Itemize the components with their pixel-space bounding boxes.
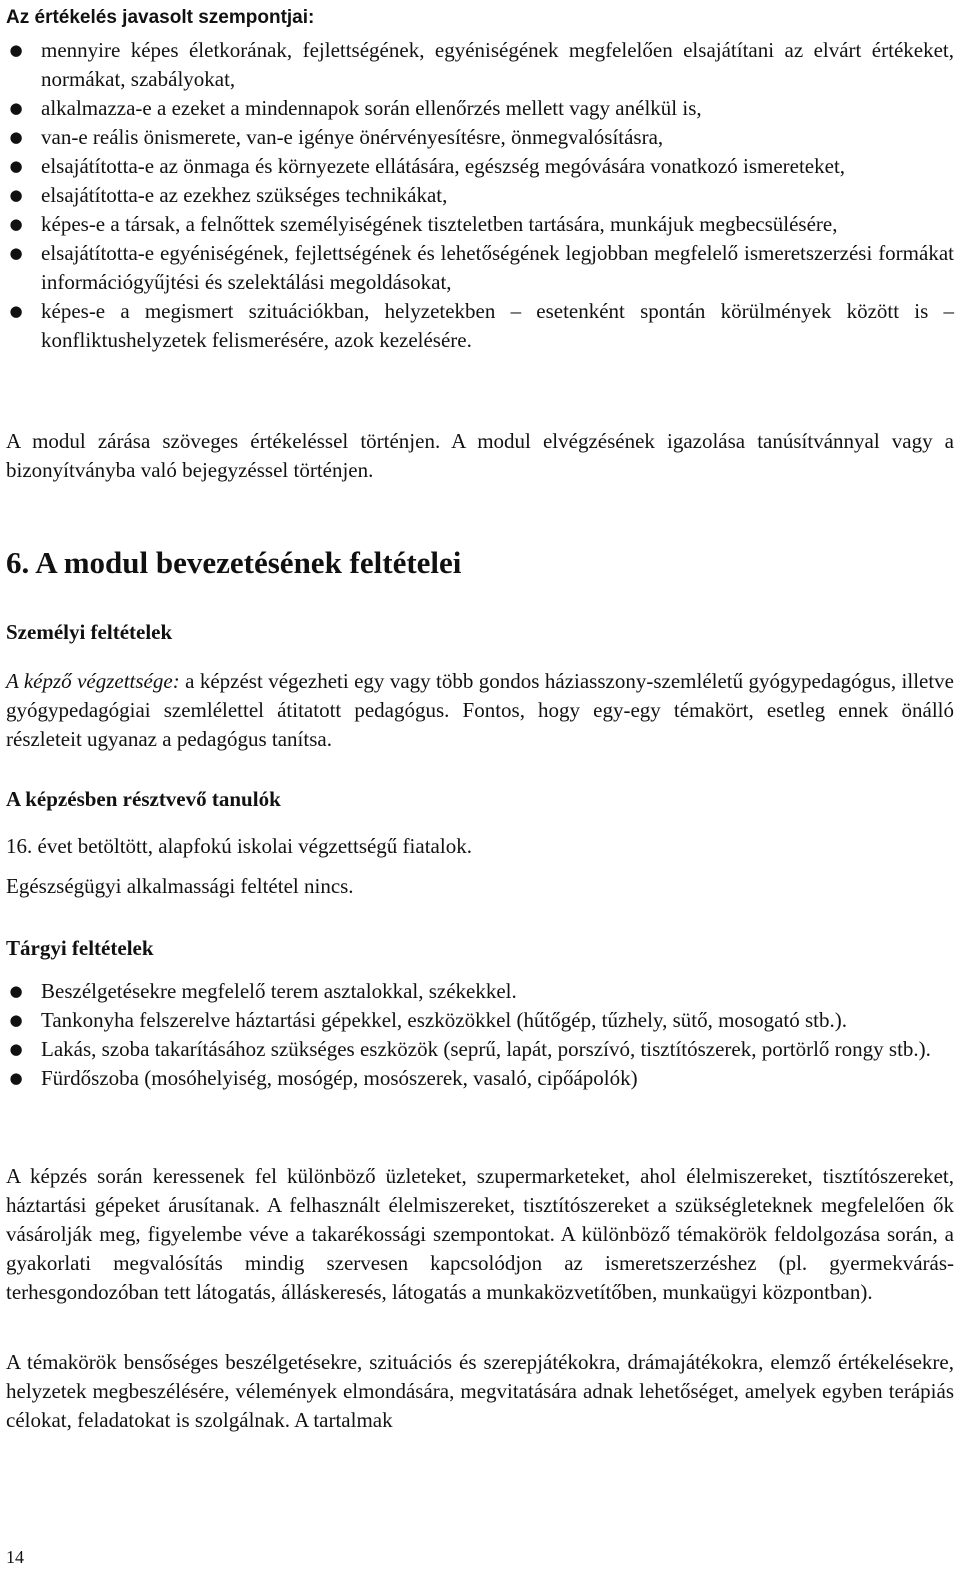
bullet-icon: ● — [9, 302, 23, 320]
bullet-icon: ● — [9, 1069, 23, 1087]
bullet-icon: ● — [9, 99, 23, 117]
material-paragraph-2: A témakörök bensőséges beszélgetésekre, szituációs és szerepjátékokra, drámajátékokra, elemző értékelésekre, helyzetek megbeszélésére, vélemények elmondására, megvitatására adnak lehetőséget, amelyek egyben terápiás célokat, feladatokat is szolgálnak. A tartalmak — [6, 1350, 954, 1432]
criteria-list — [6, 36, 954, 355]
bullet-icon: ● — [9, 244, 23, 262]
material-list — [6, 977, 954, 1093]
trainer-paragraph — [6, 667, 954, 754]
list-item: ● Lakás, szoba takarításához szükséges eszközök (seprű, lapát, porszívó, tisztítószerek, portörlő rongy stb.). — [6, 1035, 954, 1064]
bullet-icon: ● — [9, 186, 23, 204]
bullet-icon: ● — [9, 41, 23, 59]
list-item: ● alkalmazza-e a ezeket a mindennapok során ellenőrzés mellett vagy anélkül is, — [6, 94, 954, 123]
students-line-1: 16. évet betöltött, alapfokú iskolai végzettségű fiatalok. — [6, 834, 472, 858]
list-item: ● Beszélgetésekre megfelelő terem asztalokkal, székekkel. — [6, 977, 954, 1006]
list-item: ● elsajátította-e az ezekhez szükséges technikákat, — [6, 181, 954, 210]
trainer-text: a képzést végezheti egy vagy több gondos háziasszony-szemléletű gyógypedagógus, illetve gyógypedagógiai szemlélettel átitatott pedagógus. Fontos, hogy egy-egy témakört, esetleg ennek önálló részleteit ugyanaz a pedagógus tanítsa. — [6, 669, 955, 751]
criteria-heading: Az értékelés javasolt szempontjai: — [6, 7, 315, 28]
students-heading: A képzésben résztvevő tanulók — [6, 787, 281, 811]
material-paragraph-1: A képzés során keressenek fel különböző üzleteket, szupermarketeket, ahol élelmiszereket, tisztítószereket, háztartási gépeket árusítanak. A felhasznált élelmiszereket, tisztítószereket a szükségleteknek megfelelően ők vásárolják meg, figyelembe véve a takarékossági szempontokat. A különböző témakörök feldolgozása során, a gyakorlati megvalósítás mindig szervesen kapcsolódjon az ismeretszerzéshez (pl. gyermekvárás-terhesgondozóban tett látogatás, álláskeresés, látogatás a munkaközvetítőben, munkaügyi központban). — [6, 1164, 954, 1304]
list-item: ● elsajátította-e egyéniségének, fejlettségének és lehetőségének legjobban megfelelő ismeretszerzési formákat információgyűjtési és szelektálási megoldásokat, — [6, 239, 954, 297]
personal-heading: Személyi feltételek — [6, 620, 173, 644]
list-item: ● Tankonyha felszerelve háztartási gépekkel, eszközökkel (hűtőgép, tűzhely, sütő, mosogató stb.). — [6, 1006, 954, 1035]
list-item: ● képes-e a társak, a felnőttek személyiségének tiszteletben tartására, munkájuk megbecsülésére, — [6, 210, 954, 239]
bullet-icon: ● — [9, 157, 23, 175]
bullet-icon: ● — [9, 982, 23, 1000]
section-title: 6. A modul bevezetésének feltételei — [6, 545, 462, 580]
list-item: ● van-e reális önismerete, van-e igénye önérvényesítésre, önmegvalósításra, — [6, 123, 954, 152]
bullet-icon: ● — [9, 128, 23, 146]
list-item: ● mennyire képes életkorának, fejlettségének, egyéniségének megfelelően elsajátítani az elvárt értékeket, normákat, szabályokat, — [6, 36, 954, 94]
bullet-icon: ● — [9, 1011, 23, 1029]
trainer-label: A képző végzettsége: — [6, 669, 180, 693]
list-item: ● képes-e a megismert szituációkban, helyzetekben – esetenként spontán körülmények között is – konfliktushelyzetek felismerésére, azok kezelésére. — [6, 297, 954, 355]
list-item: ● elsajátította-e az önmaga és környezete ellátására, egészség megóvására vonatkozó ismereteket, — [6, 152, 954, 181]
page-number: 14 — [6, 1547, 24, 1567]
list-item: ● Fürdőszoba (mosóhelyiség, mosógép, mosószerek, vasaló, cipőápolók) — [6, 1064, 954, 1093]
bullet-icon: ● — [9, 1040, 23, 1058]
material-heading: Tárgyi feltételek — [6, 936, 154, 960]
bullet-icon: ● — [9, 215, 23, 233]
students-line-2: Egészségügyi alkalmassági feltétel nincs. — [6, 874, 354, 898]
closing-paragraph: A modul zárása szöveges értékeléssel történjen. A modul elvégzésének igazolása tanúsítvánnyal vagy a bizonyítványba való bejegyzéssel történjen. — [6, 429, 954, 482]
